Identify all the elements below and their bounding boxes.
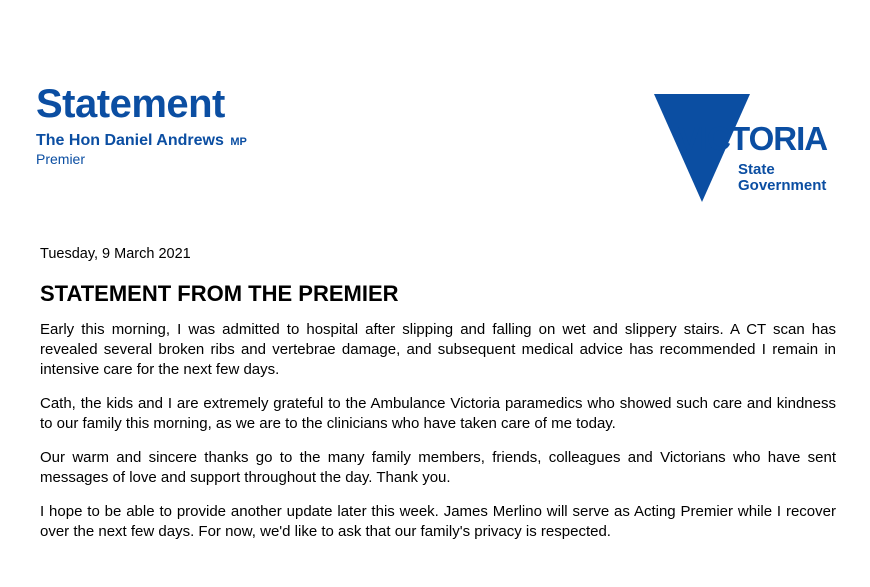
paragraph: I hope to be able to provide another update later this week. James Merlino will serve as Acting Premier while I recover over the next few days. For now, we'd like to ask that our family's privacy is respected.	[40, 503, 836, 540]
minister-name: The Hon Daniel Andrews	[36, 132, 224, 149]
paragraph: Cath, the kids and I are extremely grateful to the Ambulance Victoria paramedics who showed such care and kindness to our family this morning, as we are to the clinicians who have taken care of me today.	[40, 395, 836, 432]
logo-wordmark: VICTORIA	[678, 120, 828, 157]
statement-header	[36, 84, 247, 168]
logo-line-government: Government	[738, 177, 827, 194]
minister-suffix: MP	[230, 136, 247, 148]
minister-name-line	[36, 132, 247, 151]
paragraph: Our warm and sincere thanks go to the many family members, friends, colleagues and Victorians who have sent messages of love and support throughout the day. Thank you.	[40, 449, 836, 486]
minister-role: Premier	[36, 151, 86, 167]
paragraph: Early this morning, I was admitted to hospital after slipping and falling on wet and slippery stairs. A CT scan has revealed several broken ribs and vertebrae damage, and subsequent medical advice has recommended I remain in intensive care for the next few days.	[40, 321, 836, 378]
statement-date: Tuesday, 9 March 2021	[40, 246, 191, 262]
statement-title: Statement	[36, 82, 225, 126]
document-heading: STATEMENT FROM THE PREMIER	[40, 281, 399, 306]
logo-line-state: State	[738, 161, 775, 178]
document-body	[40, 244, 836, 542]
victoria-state-government-logo	[650, 92, 850, 204]
